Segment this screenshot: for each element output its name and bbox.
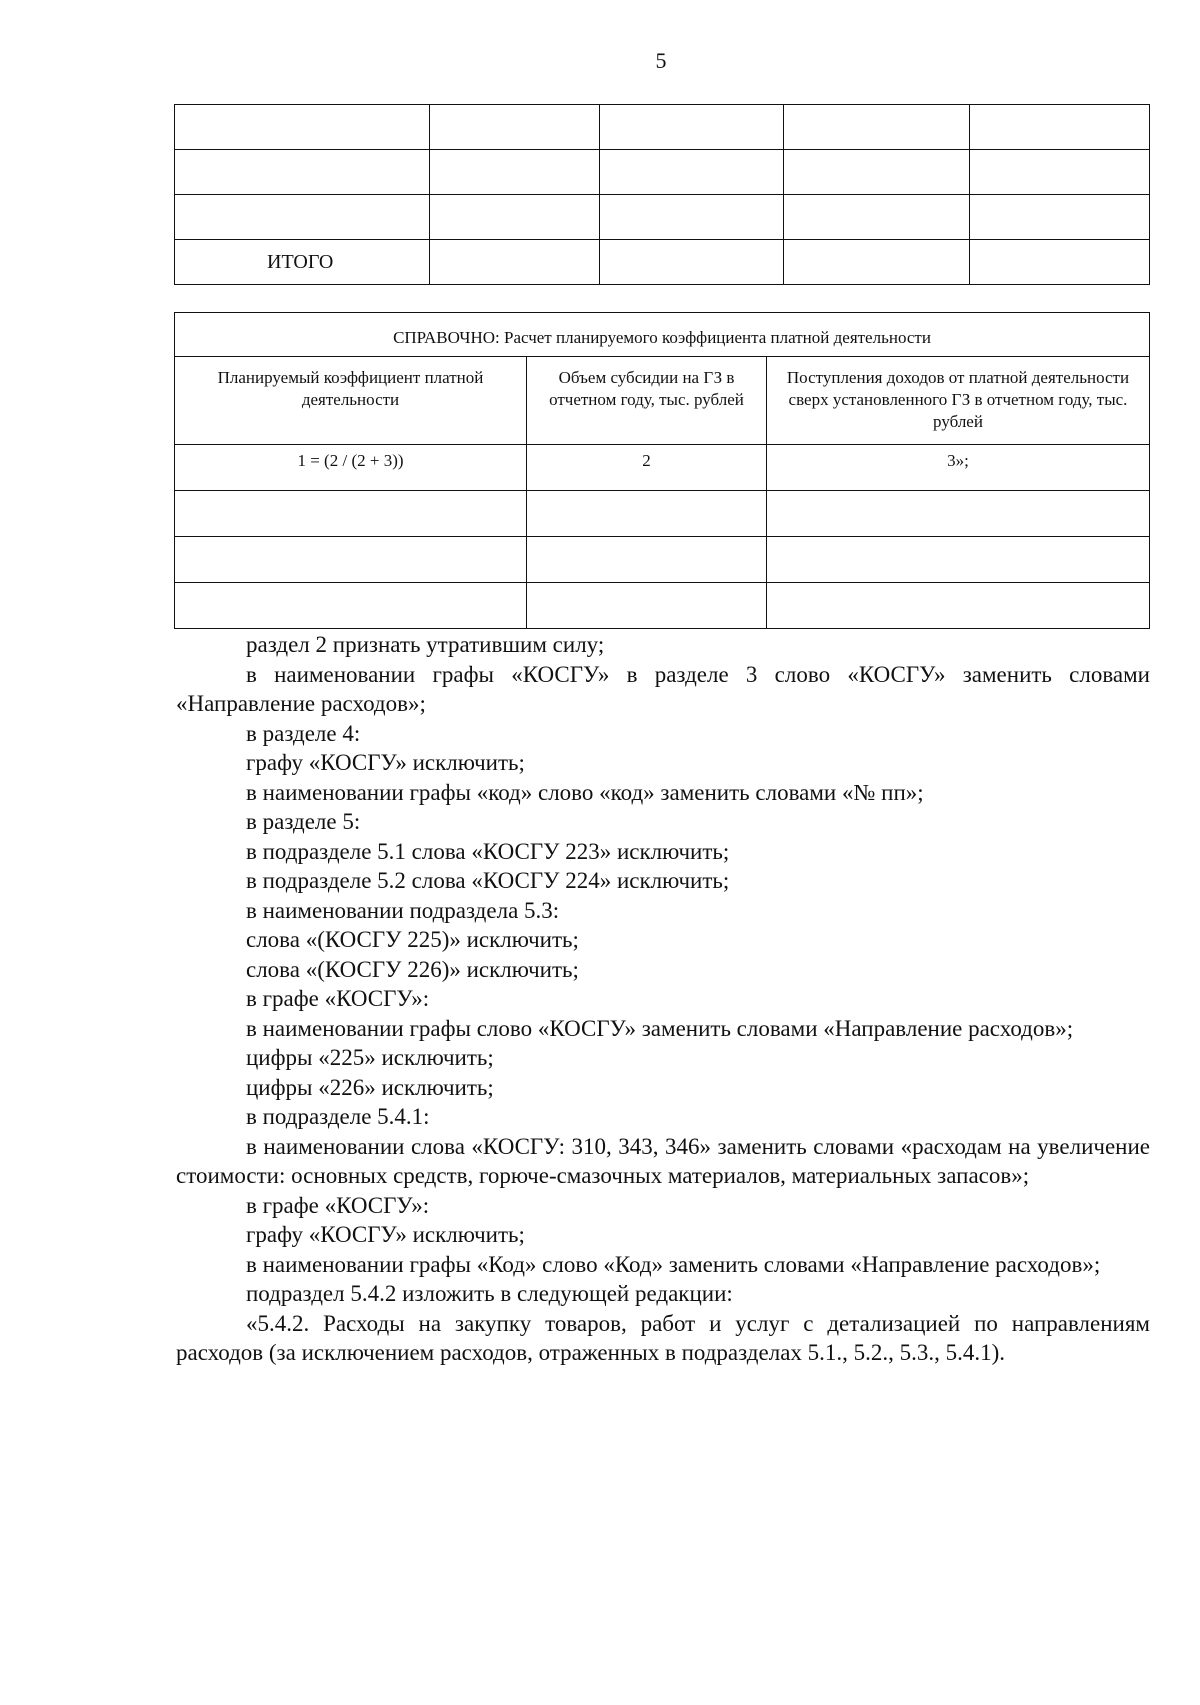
paragraph: графу «КОСГУ» исключить; — [246, 1222, 525, 1247]
table-title: СПРАВОЧНО: Расчет планируемого коэффициента платной деятельности — [175, 313, 1150, 357]
total-label: ИТОГО — [175, 240, 430, 285]
table-row — [175, 150, 1150, 195]
coefficient-table — [174, 312, 1150, 629]
paragraph: цифры «225» исключить; — [246, 1045, 494, 1070]
table-row — [175, 491, 1150, 537]
table-row — [175, 105, 1150, 150]
total-row — [175, 240, 1150, 285]
paragraph: в наименовании графы «Код» слово «Код» заменить словами «Направление расходов»; — [246, 1251, 1101, 1277]
paragraph: в разделе 4: — [246, 720, 361, 746]
column-header: Поступления доходов от платной деятельности сверх установленного ГЗ в отчетном году, тыс. рублей — [767, 357, 1150, 445]
paragraph: «5.4.2. Расходы на закупку товаров, работ и услуг с детализацией по направлениям расходов (за исключением расходов, отраженных в подразделах 5.1., 5.2., 5.3., 5.4.1). — [176, 1310, 1150, 1365]
table-row — [175, 537, 1150, 583]
document-body — [176, 630, 1150, 1368]
paragraph: в графе «КОСГУ»: — [246, 1192, 430, 1218]
page-number: 5 — [655, 48, 667, 73]
paragraph: в подразделе 5.2 слова «КОСГУ 224» исключить; — [246, 868, 730, 893]
paragraph: в подразделе 5.4.1: — [246, 1104, 430, 1129]
paragraph: в наименовании слова «КОСГУ: 310, 343, 346» заменить словами «расходам на увеличение стоимости: основных средств, горюче-смазочных материалов, материальных запасов»; — [176, 1133, 1150, 1188]
paragraph: слова «(КОСГУ 226)» исключить; — [246, 956, 579, 982]
column-header: Планируемый коэффициент платной деятельности — [175, 357, 527, 445]
paragraph: в наименовании подраздела 5.3: — [246, 897, 560, 923]
table-row — [175, 195, 1150, 240]
paragraph: в подразделе 5.1 слова «КОСГУ 223» исключить; — [246, 838, 730, 864]
column-numbers-row — [175, 445, 1150, 491]
table-row — [175, 583, 1150, 629]
column-number: 3»; — [767, 445, 1150, 491]
paragraph: в наименовании графы «код» слово «код» заменить словами «№ пп»; — [246, 779, 924, 805]
paragraph: в наименовании графы слово «КОСГУ» заменить словами «Направление расходов»; — [246, 1015, 1074, 1041]
expenses-table — [174, 104, 1150, 285]
paragraph: слова «(КОСГУ 225)» исключить; — [246, 927, 579, 952]
table-title-row — [175, 313, 1150, 357]
column-header: Объем субсидии на ГЗ в отчетном году, тыс. рублей — [527, 357, 767, 445]
header-row — [175, 357, 1150, 445]
paragraph: раздел 2 признать утратившим силу; — [246, 632, 605, 657]
paragraph: подраздел 5.4.2 изложить в следующей редакции: — [246, 1281, 733, 1306]
paragraph: в наименовании графы «КОСГУ» в разделе 3 слово «КОСГУ» заменить словами «Направление расходов»; — [176, 661, 1150, 716]
paragraph: графу «КОСГУ» исключить; — [246, 750, 525, 775]
column-number: 1 = (2 / (2 + 3)) — [175, 445, 527, 491]
column-number: 2 — [527, 445, 767, 491]
paragraph: цифры «226» исключить; — [246, 1074, 494, 1100]
paragraph: в графе «КОСГУ»: — [246, 986, 430, 1011]
paragraph: в разделе 5: — [246, 809, 361, 834]
